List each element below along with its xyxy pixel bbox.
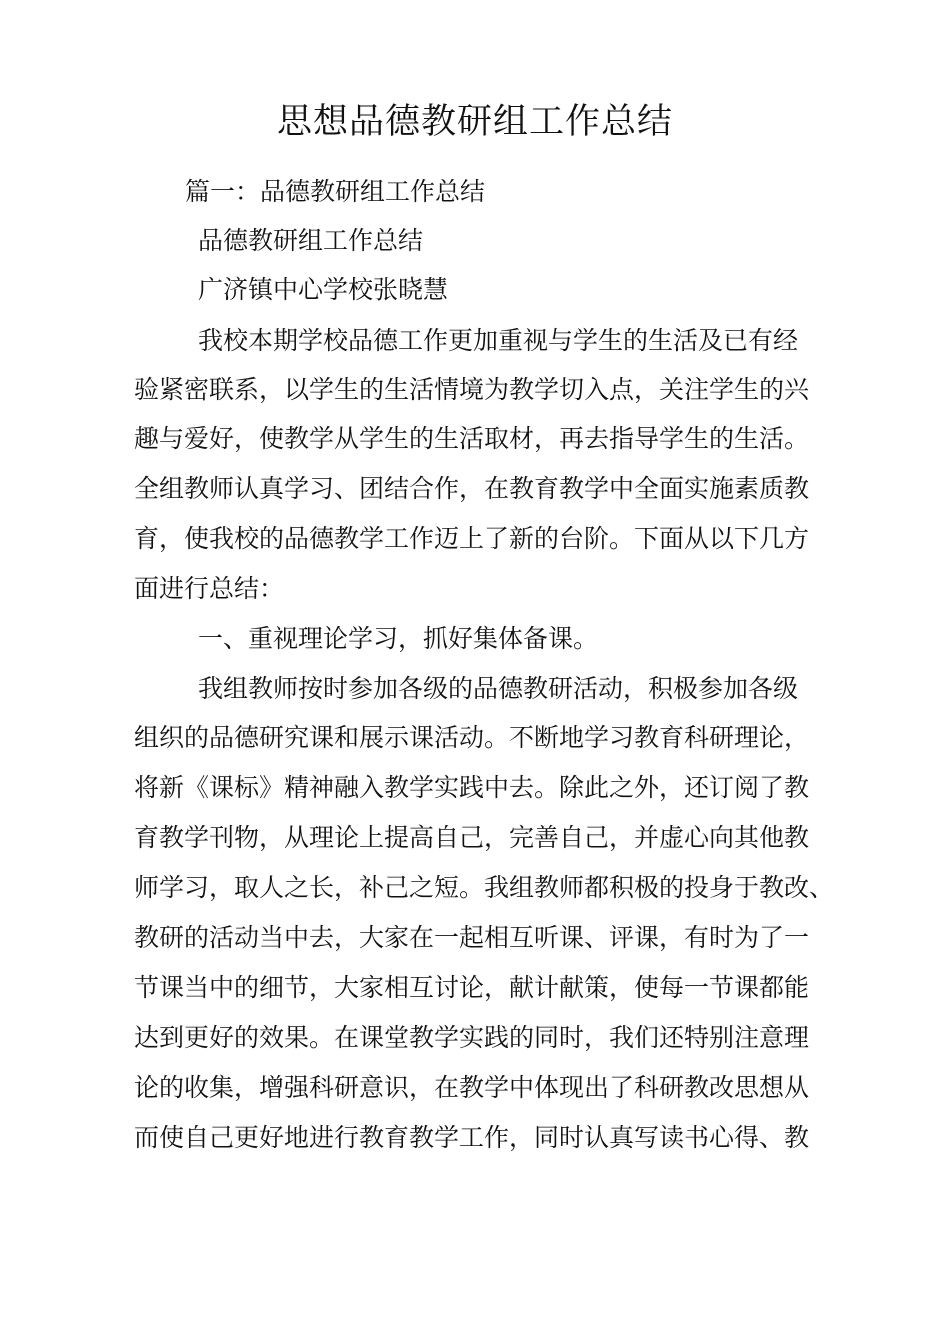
paragraph-line: 我组教师按时参加各级的品德教研活动，积极参加各级	[198, 674, 799, 703]
paragraph-line: 教研的活动当中去，大家在一起相互听课、评课，有时为了一	[134, 923, 810, 952]
author-line: 广济镇中心学校张晓慧	[198, 275, 449, 304]
paragraph-line: 组织的品德研究课和展示课活动。不断地学习教育科研理论，	[134, 723, 810, 752]
paragraph-line: 育，使我校的品德教学工作迈上了新的台阶。下面从以下几方	[134, 524, 810, 553]
paragraph-line: 节课当中的细节，大家相互讨论，献计献策，使每一节课都能	[134, 973, 810, 1002]
paragraph-line: 将新《课标》精神融入教学实践中去。除此之外，还订阅了教	[134, 773, 810, 802]
paragraph-line: 而使自己更好地进行教育教学工作，同时认真写读书心得、教	[134, 1123, 810, 1152]
paragraph-line: 我校本期学校品德工作更加重视与学生的生活及已有经	[198, 326, 799, 355]
point-heading: 一、重视理论学习，抓好集体备课。	[198, 624, 599, 653]
paragraph-line: 论的收集，增强科研意识，在教学中体现出了科研教改思想从	[134, 1073, 810, 1102]
paragraph-line: 全组教师认真学习、团结合作，在教育教学中全面实施素质教	[134, 474, 810, 503]
paragraph-line: 验紧密联系，以学生的生活情境为教学切入点，关注学生的兴	[134, 375, 810, 404]
document-title: 思想品德教研组工作总结	[276, 102, 673, 142]
section-heading: 篇一：品德教研组工作总结	[185, 177, 486, 206]
subheading: 品德教研组工作总结	[198, 226, 424, 255]
paragraph-line: 育教学刊物，从理论上提高自己，完善自己，并虚心向其他教	[134, 823, 810, 852]
paragraph-line: 师学习，取人之长，补己之短。我组教师都积极的投身于教改、	[134, 873, 835, 902]
paragraph-line: 趣与爱好，使教学从学生的生活取材，再去指导学生的生活。	[134, 424, 810, 453]
paragraph-line: 面进行总结：	[134, 574, 285, 603]
paragraph-line: 达到更好的效果。在课堂教学实践的同时，我们还特别注意理	[134, 1023, 810, 1052]
